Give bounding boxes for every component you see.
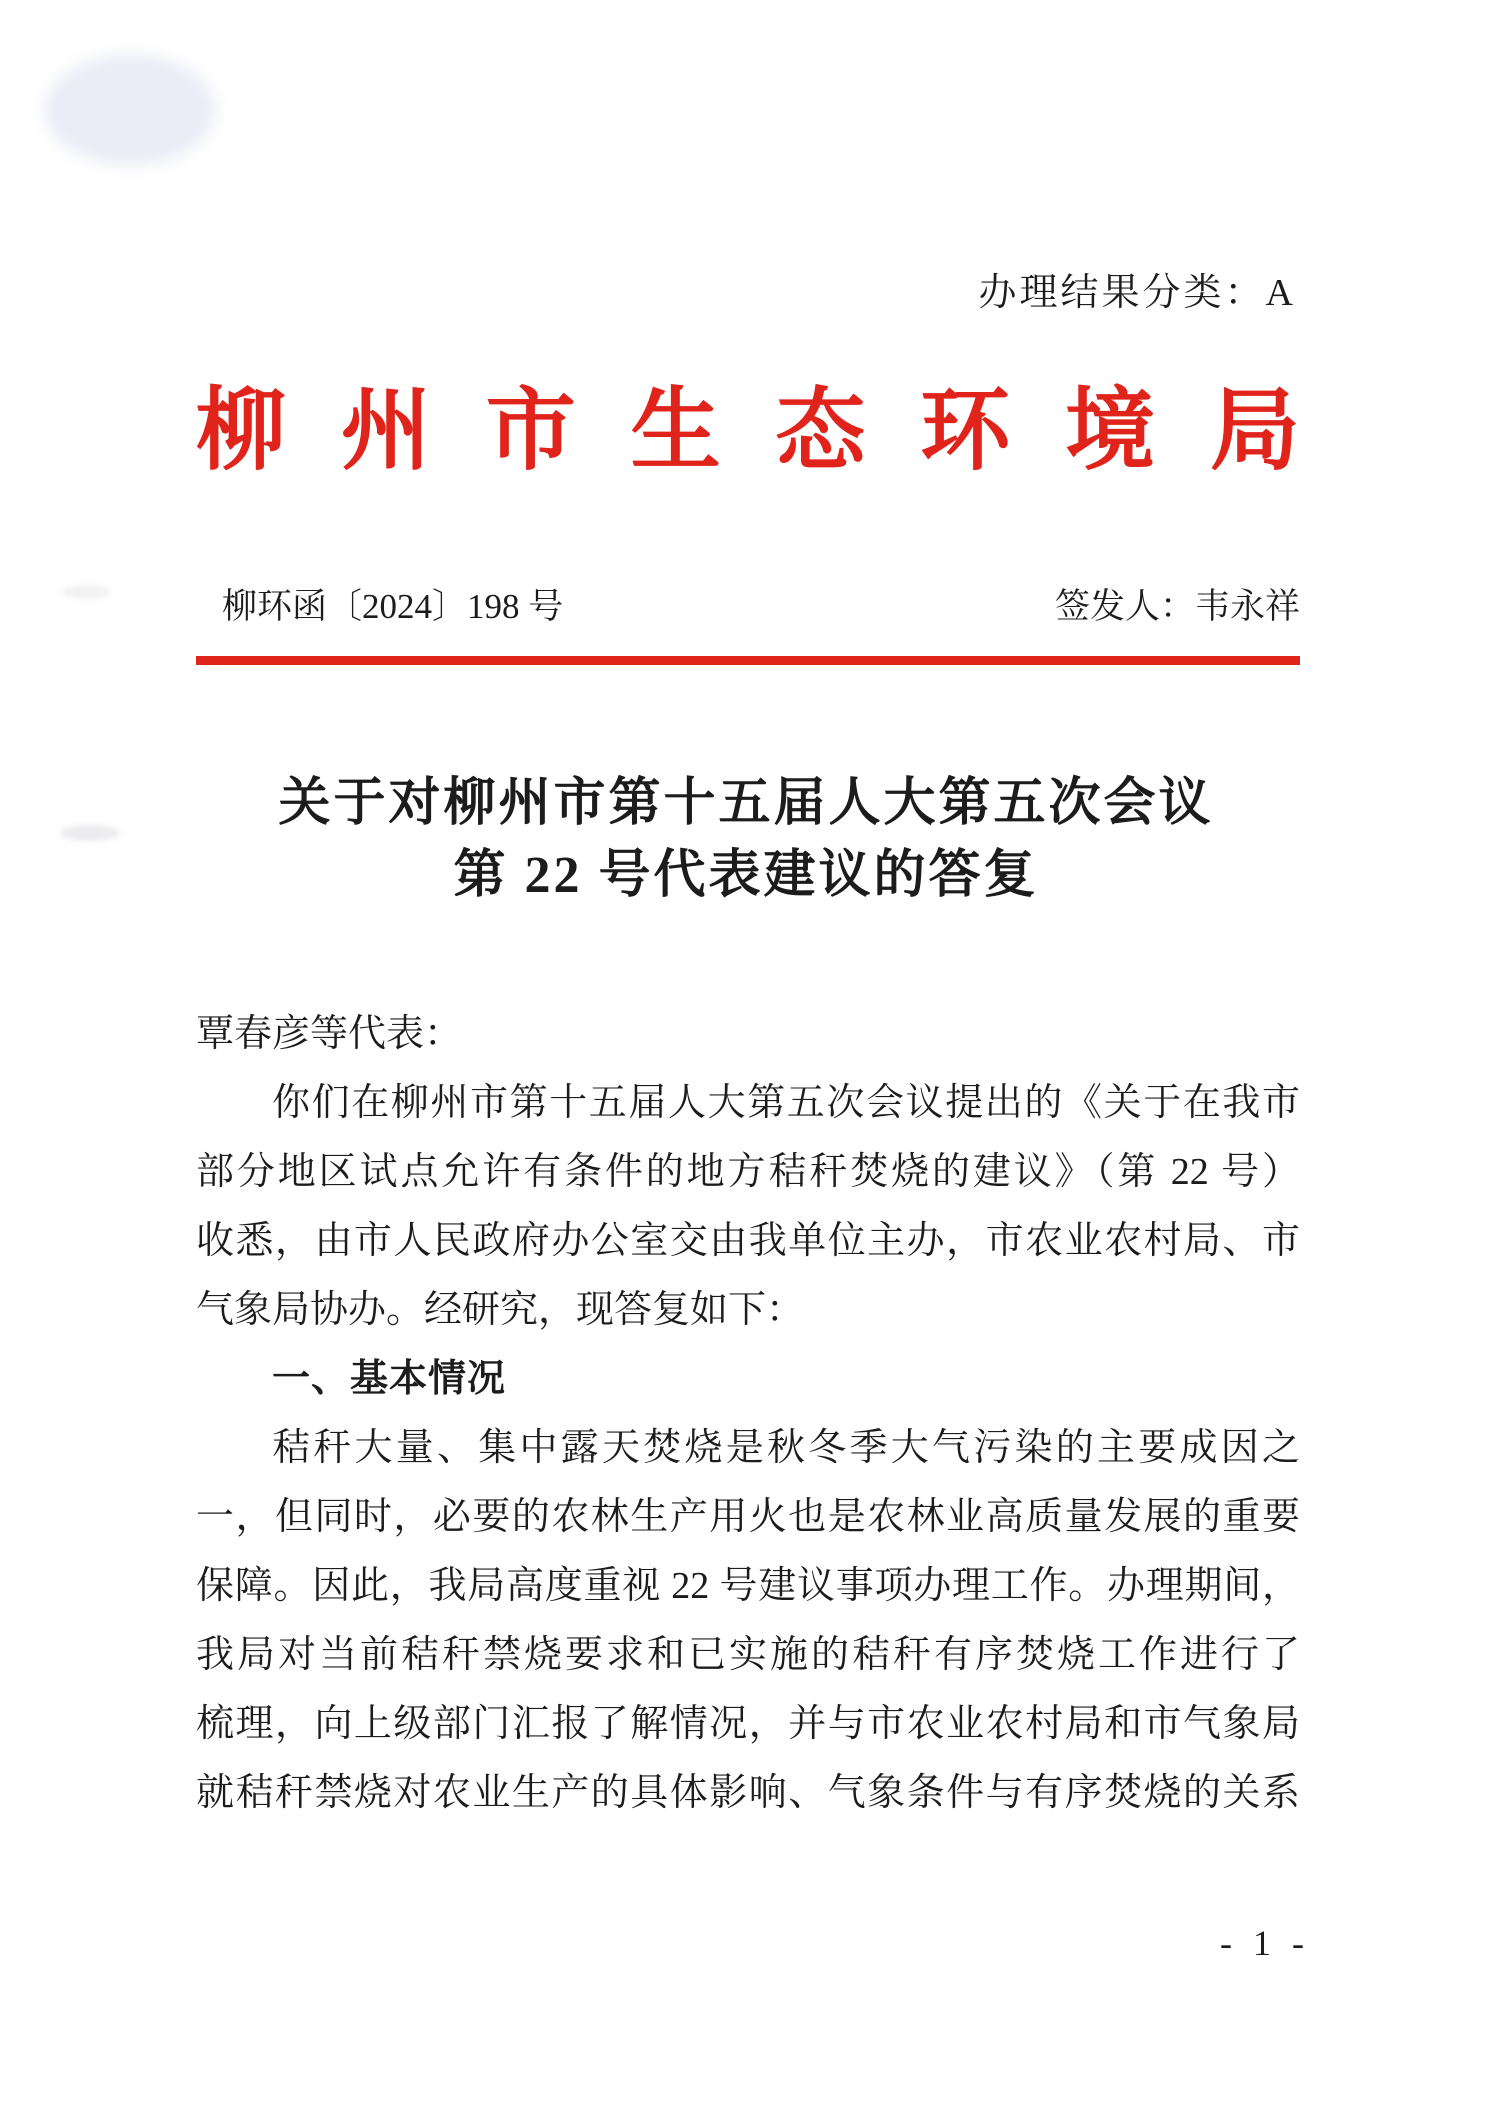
letterhead-divider-rule [196,656,1300,665]
result-classification-label: 办理结果分类：A [978,272,1296,314]
document-title [146,768,1346,912]
paragraph-1-line-2: 部分地区试点允许有条件的地方秸秆焚烧的建议》（第 22 号） [196,1151,1300,1193]
paragraph-1-line-1: 你们在柳州市第十五届人大第五次会议提出的《关于在我市 [272,1082,1300,1124]
document-title-line-2: 第 22 号代表建议的答复 [453,847,1039,904]
scan-artifact-top-left [45,55,215,165]
paragraph-2-line-3: 保障。因此，我局高度重视 22 号建议事项办理工作。办理期间， [196,1565,1300,1607]
agency-letterhead-title: 柳州市生态环境局 [196,382,1300,481]
paragraph-1-line-4: 气象局协办。经研究，现答复如下： [196,1289,805,1331]
section-1-heading: 一、基本情况 [272,1358,507,1400]
scan-artifact-left-mid [60,825,120,841]
paragraph-2-line-6: 就秸秆禁烧对农业生产的具体影响、气象条件与有序焚烧的关系 [196,1772,1300,1814]
paragraph-2-line-2: 一，但同时，必要的农林生产用火也是农林业高质量发展的重要 [196,1496,1300,1538]
page-number: - 1 - [1220,1923,1310,1963]
salutation-line: 覃春彦等代表： [196,1013,463,1055]
document-meta-row [196,585,1300,629]
document-body [196,1000,1300,1828]
document-title-line-1: 关于对柳州市第十五届人大第五次会议 [278,775,1214,832]
paragraph-2-line-5: 梳理，向上级部门汇报了解情况，并与市农业农村局和市气象局 [196,1703,1300,1745]
paragraph-2-line-1: 秸秆大量、集中露天焚烧是秋冬季大气污染的主要成因之 [272,1427,1300,1469]
signer-name: 签发人：韦永祥 [1054,587,1300,626]
paragraph-1-line-3: 收悉，由市人民政府办公室交由我单位主办，市农业农村局、市 [196,1220,1300,1262]
scan-artifact-left-upper [62,585,112,599]
document-number: 柳环函〔2024〕198 号 [222,587,564,626]
paragraph-2-line-4: 我局对当前秸秆禁烧要求和已实施的秸秆有序焚烧工作进行了 [196,1634,1300,1676]
